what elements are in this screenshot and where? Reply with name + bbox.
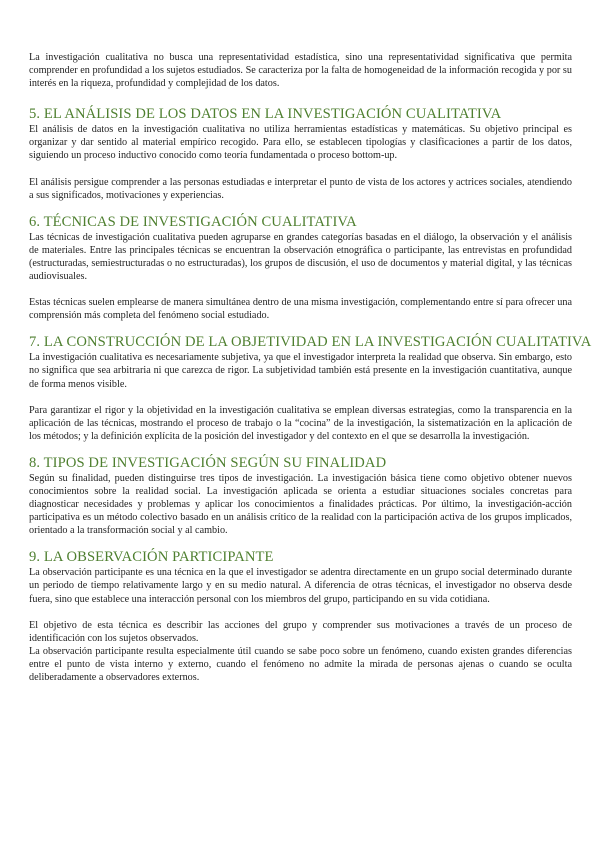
section-heading: 5. EL ANÁLISIS DE LOS DATOS EN LA INVESTIGACIÓN CUALITATIVA	[29, 106, 502, 123]
section-paragraph: El análisis de datos en la investigación cualitativa no utiliza herramientas estadísticas y matemáticas. Su objetivo principal es organizar y dar sentido al material empírico recogido. Para ello, se establecen tipologías y clasificaciones a partir de los datos, siguiendo un proceso inductivo conocido como teoría fundamentada o proceso bottom-up.	[29, 124, 572, 162]
section-paragraph: Estas técnicas suelen emplearse de manera simultánea dentro de una misma investigación, complementando entre sí para ofrecer una comprensión más completa del fenómeno social estudiado.	[29, 297, 572, 322]
section-heading: 7. LA CONSTRUCCIÓN DE LA OBJETIVIDAD EN LA INVESTIGACIÓN CUALITATIVA	[29, 334, 592, 351]
section-paragraph: Las técnicas de investigación cualitativa pueden agruparse en grandes categorías basadas en el diálogo, la observación y el análisis de materiales. Entre las principales técnicas se encuentran la observación etnográfica o participante, las entrevistas en profundidad (estructuradas, semiestructuradas o no estructuradas), los grupos de discusión, el uso de documentos y material digital, y las técnicas audiovisuales.	[29, 231, 572, 283]
section-heading: 9. LA OBSERVACIÓN PARTICIPANTE	[29, 549, 274, 566]
section-heading: 8. TIPOS DE INVESTIGACIÓN SEGÚN SU FINALIDAD	[29, 454, 387, 471]
section-paragraph: El objetivo de esta técnica es describir las acciones del grupo y comprender sus motivaciones a través de un proceso de identificación con los sujetos observados.	[29, 619, 572, 644]
section-research-types	[29, 455, 572, 537]
section-objectivity	[29, 334, 592, 443]
section-qualitative-techniques	[29, 214, 572, 323]
section-paragraph: Para garantizar el rigor y la objetividad en la investigación cualitativa se emplean diversas estrategias, como la transparencia en la aplicación de las técnicas, mostrando el proceso de trabajo o la “cocina” de la investigación, la sistematización en la aplicación de los métodos; y la definición explícita de la posición del investigador y del contexto en el que se desarrolla la investigación.	[29, 404, 572, 442]
section-participant-observation	[29, 549, 572, 684]
intro-paragraph: La investigación cualitativa no busca una representatividad estadística, sino una representatividad significativa que permita comprender en profundidad a los sujetos estudiados. Se caracteriza por la falta de homogeneidad de la información recogida y por su interés en la riqueza, profundidad y complejidad de los datos.	[29, 52, 572, 90]
section-heading: 6. TÉCNICAS DE INVESTIGACIÓN CUALITATIVA	[29, 213, 357, 230]
section-paragraph: La observación participante resulta especialmente útil cuando se sabe poco sobre un fenómeno, cuando existen grandes diferencias entre el punto de vista interno y externo, cuando el fenómeno no admite la mirada de personas ajenas o cuando se oculta deliberadamente a observadores externos.	[29, 645, 572, 683]
section-paragraph: Según su finalidad, pueden distinguirse tres tipos de investigación. La investigación básica tiene como objetivo obtener nuevos conocimientos sobre la realidad social. La investigación aplicada se orienta a estudiar situaciones sociales concretas para diagnosticar necesidades y problemas y aplicar los conocimientos a finalidades prácticas. Por último, la investigación-acción participativa es un método colectivo basado en un análisis crítico de la realidad con la participación activa de los grupos implicados, orientado a la transformación social y al cambio.	[29, 472, 572, 537]
section-paragraph: La observación participante es una técnica en la que el investigador se adentra directamente en un grupo social determinado durante un periodo de tiempo relativamente largo y en su medio natural. A diferencia de otras técnicas, el investigador no observa desde fuera, sino que establece una interacción personal con los miembros del grupo, participando en su vida cotidiana.	[29, 567, 572, 605]
section-paragraph: El análisis persigue comprender a las personas estudiadas e interpretar el punto de vista de los actores y actrices sociales, atendiendo a sus significados, motivaciones y experiencias.	[29, 176, 572, 201]
section-paragraph: La investigación cualitativa es necesariamente subjetiva, ya que el investigador interpreta la realidad que observa. Sin embargo, esto no significa que sea arbitraria ni que carezca de rigor. La subjetividad también está presente en la investigación cuantitativa, aunque de forma menos visible.	[29, 352, 572, 390]
section-data-analysis	[29, 106, 572, 201]
